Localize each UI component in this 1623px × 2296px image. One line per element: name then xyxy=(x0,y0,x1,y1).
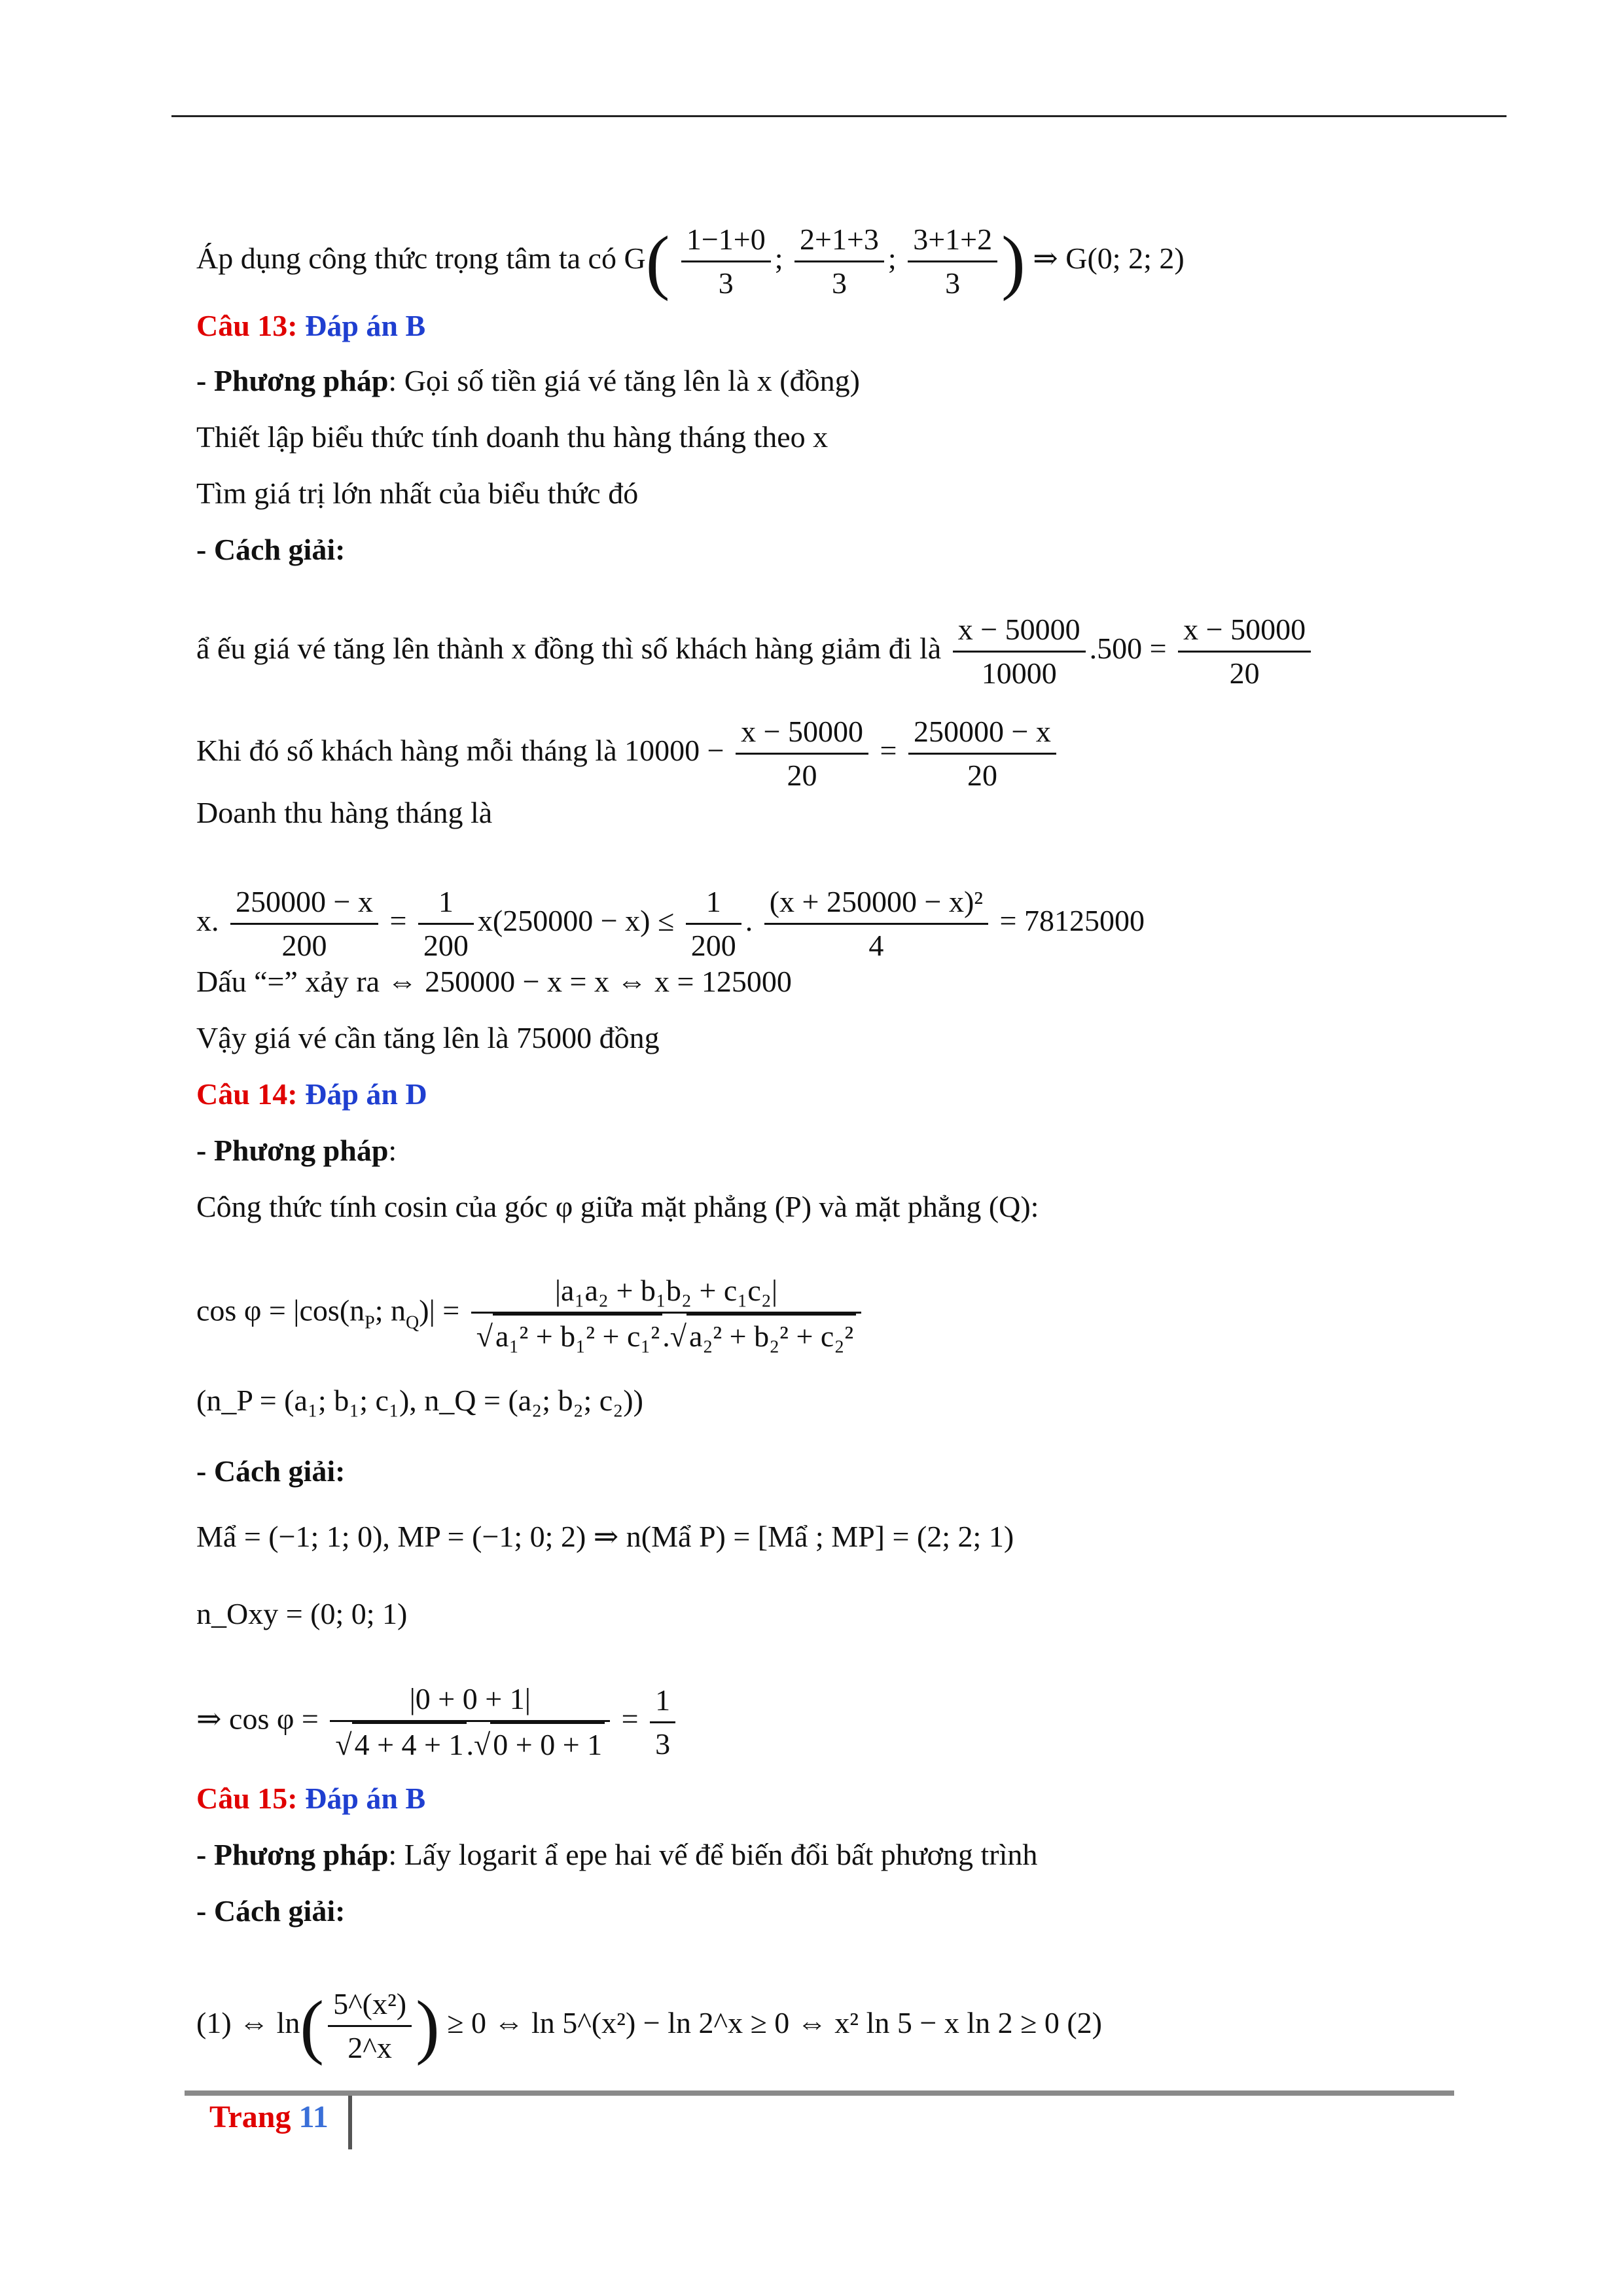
centroid-frac-3: $\frac{3+1+2}{3}$ xyxy=(908,219,997,304)
q14-cos-formula: $\cos \varphi = |\cos(n_P$; $n_Q)|$ = $\frac{\text{|a₁a₂ + b₁b₂ + c₁c₂|}}{\text{√a₁² + b₁² + c₁².√a₂² + b₂² + c₂²}}$ xyxy=(196,1270,865,1357)
q13-step3: Doanh thu hàng tháng là xyxy=(196,796,493,829)
q15-solution-label: - Cách giải: xyxy=(196,1894,346,1928)
q14-step3: ⇒ cos φ = $\frac{|0 + 0 + 1|}{√4 + 4 + 1.√0 + 0 + 1}$ = $\frac{1}{3}$ xyxy=(196,1678,679,1766)
q15-step1: (1) ⇔ ln( $\frac{\text{5\textasciicircum{}(x²)}}{2\^{}x}$ ) ≥ 0 ⇔ ln 5^(x²) − ln 2^x ≥ 0 ⇔ x² ln 5 − x ln 2 ≥ 0 (2) xyxy=(196,1983,1102,2069)
q13-method: - Phương pháp: Gọi số tiền giá vé tăng lên là x (đồng) xyxy=(196,364,860,397)
q14-method: - Phương pháp: xyxy=(196,1134,397,1167)
q13-heading: Câu 13: Đáp án B xyxy=(196,309,426,342)
centroid-frac-2: $\frac{2+1+3}{3}$ xyxy=(794,219,884,304)
q14-line2: Công thức tính cosin của góc φ giữa mặt phẳng (P) và mặt phẳng (Q): xyxy=(196,1190,1039,1223)
q13-line3: Tìm giá trị lớn nhất của biểu thức đó xyxy=(196,476,639,510)
q14-solution-label: - Cách giải: xyxy=(196,1454,346,1488)
q13-solution-label: - Cách giải: xyxy=(196,533,346,566)
q14-step1: Mẩ = (−1; 1; 0), MP = (−1; 0; 2) ⇒ n(Mẩ P) = [Mẩ ; MP] = (2; 2; 1) xyxy=(196,1520,1014,1553)
centroid-result: ⇒ G(0; 2; 2) xyxy=(1033,242,1185,276)
footer-rule xyxy=(185,2090,1454,2096)
q13-step6: Vậy giá vé cần tăng lên là 75000 đồng xyxy=(196,1021,660,1054)
q13-step4: x. $\frac{250000 - x}{200}$ = $\frac{1}{200}$ x(250000 − x) ≤ $\frac{1}{200}$ . $\frac{\text{(x + 250000 − x)²}}{4}$ = 78125000 xyxy=(196,881,1145,967)
q14-normal-vectors: (n_P = (a₁; b₁; c₁), n_Q = (a₂; b₂; c₂)) xyxy=(196,1384,643,1417)
header-rule xyxy=(171,115,1507,117)
footer-divider xyxy=(348,2096,352,2149)
q13-step5: Dấu “=” xảy ra ⇔ 250000 − x = x ⇔ x = 125000 xyxy=(196,965,792,998)
page-footer: Trang 11 xyxy=(209,2100,329,2134)
centroid-text: Áp dụng công thức trọng tâm ta có xyxy=(196,242,616,276)
centroid-line: Áp dụng công thức trọng tâm ta có G( $\frac{1-1+0}{3}$ ; $\frac{2+1+3}{3}$ ; $\frac{3+1+2}{3}$ ) ⇒ G(0; 2; 2) xyxy=(196,219,1185,304)
q13-line2: Thiết lập biểu thức tính doanh thu hàng tháng theo x xyxy=(196,420,829,454)
q14-step2: n_Oxy = (0; 0; 1) xyxy=(196,1597,408,1630)
centroid-frac-1: $\frac{1-1+0}{3}$ xyxy=(681,219,771,304)
q15-heading: Câu 15: Đáp án B xyxy=(196,1782,426,1815)
q15-method: - Phương pháp: Lấy logarit ẩ epe hai vế để biến đổi bất phương trình xyxy=(196,1838,1038,1871)
q13-step1: ẩ ếu giá vé tăng lên thành x đồng thì số khách hàng giảm đi là $\frac{x - 50000}{10000}$ .500 = $\frac{x - 50000}{20}$ xyxy=(196,609,1315,694)
q13-step2: Khi đó số khách hàng mỗi tháng là 10000 − $\frac{x - 50000}{20}$ = $\frac{250000 - x}{20}$ xyxy=(196,711,1060,797)
q14-heading: Câu 14: Đáp án D xyxy=(196,1077,427,1111)
